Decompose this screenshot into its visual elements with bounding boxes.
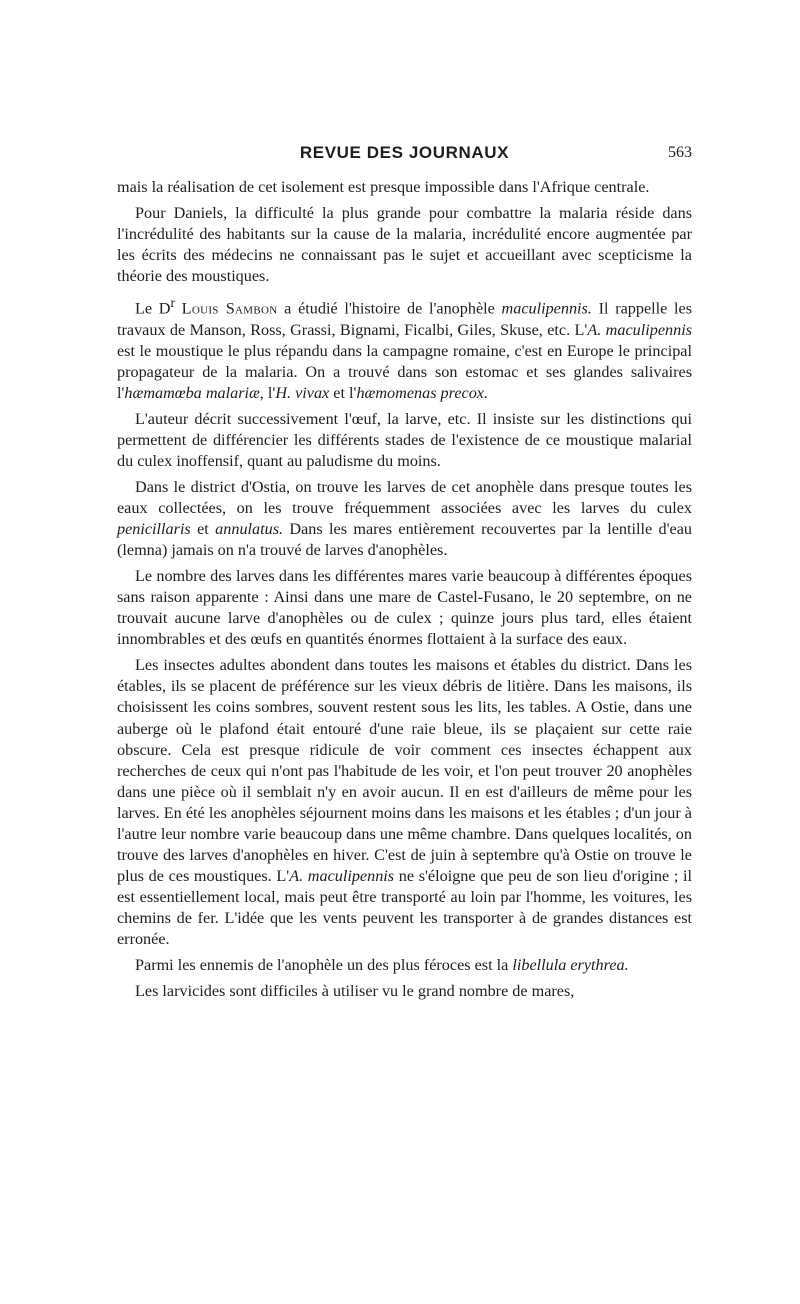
author-name: Louis Sambon	[181, 299, 278, 318]
paragraph-9: Les larvicides sont difficiles à utiliser vu le grand nombre de mares,	[135, 982, 575, 1001]
text-span: Il rappelle les travaux de Manson, Ross, Grassi, Bignami, Ficalbi, Giles, Skuse, etc. L'	[117, 299, 693, 339]
paragraph-3	[117, 292, 692, 404]
text-span: Dans les mares entièrement recouvertes par la lentille d'eau (lemna) jamais on n'a trouvé de larves d'anophèles.	[117, 520, 692, 560]
paragraph-8	[117, 955, 692, 976]
species-name: H. vivax	[275, 383, 330, 402]
text-span: est le moustique le plus répandu dans la campagne romaine, c'est en Europe le principal propagateur de la malaria. On a trouvé dans son estomac et ses glandes salivaires l'	[117, 341, 692, 402]
text-span: Le D	[135, 299, 171, 318]
species-name: penicillaris	[117, 520, 191, 539]
text-span: ne s'éloigne que peu de son lieu d'origine ; il est essentiellement local, mais peut être transporté au loin par l'homme, les voitures, les chemins de fer. L'idée que les vents peuvent les transporter à de grandes distances est erronée.	[117, 866, 693, 948]
text-span: Les insectes adultes abondent dans toutes les maisons et étables du district. Dans les étables, ils se placent de préférence sur les vieux débris de litière. Dans les maisons, ils choisissent les coins sombres, souvent restent sous les lits, les tables. A Ostie, dans une auberge où le plafond était entouré d'une raie bleue, ils se plaçaient sur cette raie obscure. Cela est presque ridicule de voir comment ces insectes échappent aux recherches de ceux qui n'ont pas l'habitude de les voir, et l'on peut trouver 20 anophèles dans une pièce où il semblait n'y en avoir aucun. Il en est d'ailleurs de même pour les larves. En été les anophèles séjournent moins dans les maisons et les étables ; d'un jour à l'autre leur nombre varie beaucoup dans une même chambre. Dans quelques localités, on trouve des larves d'anophèles en hiver. C'est de juin à septembre qu'à Ostie on trouve le plus de ces moustiques. L'	[117, 656, 692, 885]
article-text	[117, 177, 692, 1007]
species-name: hæmomenas precox.	[356, 383, 489, 402]
paragraph-6: Le nombre des larves dans les différentes mares varie beaucoup à différentes époques sans raison apparente : Ainsi dans une mare de Castel-Fusano, le 20 septembre, on ne trouvait aucune larve d'anophèles ou de culex ; quinze jours plus tard, elles étaient innombrables et des œufs en quantités énormes flottaient à la surface des eaux.	[117, 567, 692, 649]
paragraph-4: L'auteur décrit successivement l'œuf, la larve, etc. Il insiste sur les distinctions qui permettent de différencier les différents stades de l'existence de ce moustique malarial du culex inoffensif, quant au paludisme du moins.	[117, 409, 692, 470]
text-span: et l'	[329, 383, 357, 402]
species-name: A. maculipennis	[587, 320, 692, 339]
text-span: , l'	[259, 383, 276, 402]
paragraph-1: mais la réalisation de cet isolement est presque impossible dans l'Afrique centrale.	[117, 178, 650, 196]
doctor-abbrev-sup: r	[170, 295, 175, 311]
text-span: Parmi les ennemis de l'anophèle un des plus féroces est la	[135, 956, 513, 975]
journal-title: REVUE DES JOURNAUX	[299, 143, 510, 162]
species-name: maculipennis.	[501, 299, 592, 318]
paragraph-2: Pour Daniels, la difficulté la plus grande pour combattre la malaria réside dans l'incrédulité des habitants sur la cause de la malaria, incrédulité encore augmentée par les écrits des médecins ne connaissant pas le sujet et accueillant avec scepticisme la théorie des moustiques.	[117, 204, 692, 286]
paragraph-7	[117, 655, 692, 950]
running-head	[117, 143, 692, 171]
species-name: libellula erythrea.	[512, 956, 629, 975]
species-name: A. maculipennis	[289, 866, 395, 885]
paragraph-5	[117, 477, 692, 561]
text-span: et	[190, 520, 216, 539]
species-name: hæmamœba malariæ	[124, 383, 260, 402]
text-span: a étudié l'histoire de l'anophèle	[277, 299, 502, 318]
text-span: Dans le district d'Ostia, on trouve les larves de cet anophèle dans presque toutes les eaux collectées, on les trouve fréquemment associées avec les larves du culex	[117, 478, 692, 518]
page-number: 563	[668, 144, 692, 161]
species-name: annulatus.	[215, 520, 284, 539]
